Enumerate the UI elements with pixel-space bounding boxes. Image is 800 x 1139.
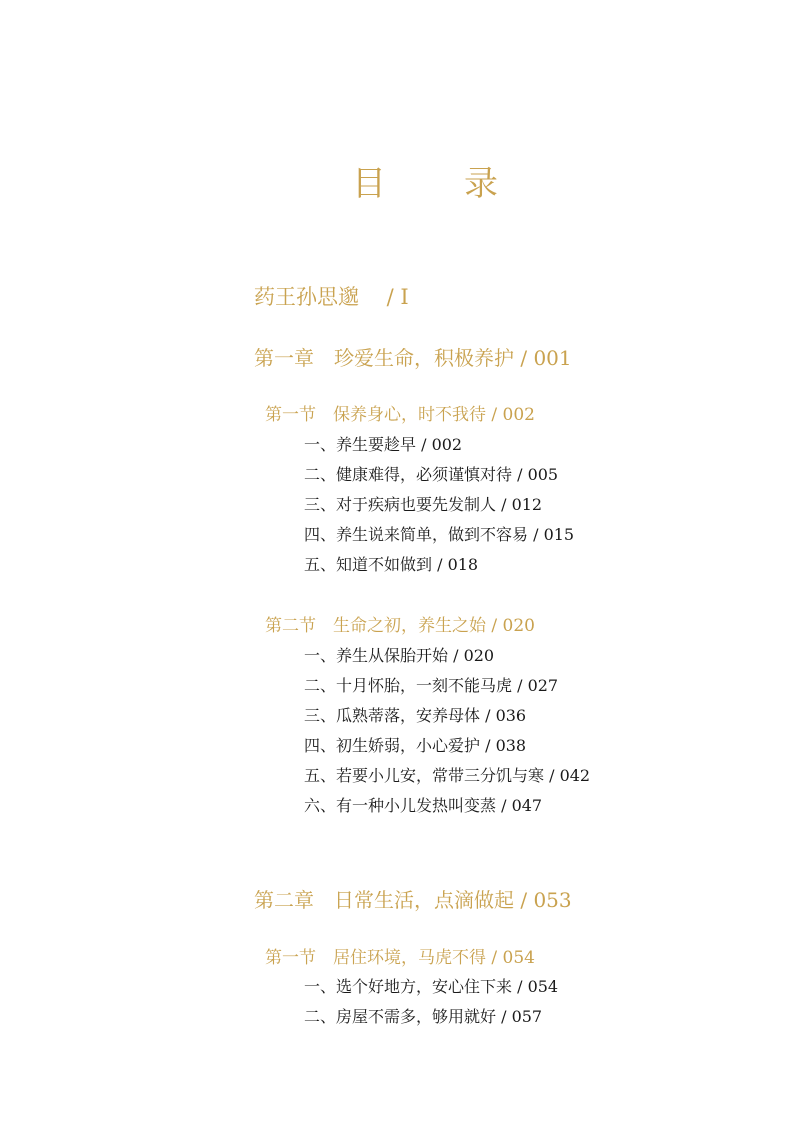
toc-chapter-2[interactable]: 第二章 日常生活，点滴做起 / 053: [254, 888, 572, 912]
toc-item[interactable]: 一、选个好地方，安心住下来 / 054: [304, 977, 559, 996]
toc-item[interactable]: 二、房屋不需多，够用就好 / 057: [304, 1007, 543, 1026]
toc-item[interactable]: 一、养生从保胎开始 / 020: [304, 646, 495, 665]
toc-item[interactable]: 六、有一种小儿发热叫变蒸 / 047: [304, 796, 543, 815]
toc-section-1-1[interactable]: 第一节 保养身心，时不我待 / 002: [265, 405, 535, 425]
toc-chapter-1[interactable]: 第一章 珍爱生命，积极养护 / 001: [254, 346, 572, 370]
toc-item[interactable]: 二、十月怀胎，一刻不能马虎 / 027: [304, 676, 559, 695]
toc-item[interactable]: 三、对于疾病也要先发制人 / 012: [304, 495, 543, 514]
toc-entry-intro[interactable]: 药王孙思邈 / I: [254, 285, 409, 309]
toc-section-1-2[interactable]: 第二节 生命之初，养生之始 / 020: [265, 616, 535, 636]
toc-item[interactable]: 四、养生说来简单，做到不容易 / 015: [304, 525, 575, 544]
toc-item[interactable]: 四、初生娇弱，小心爱护 / 038: [304, 736, 527, 755]
toc-item[interactable]: 五、知道不如做到 / 018: [304, 555, 479, 574]
toc-item[interactable]: 三、瓜熟蒂落，安养母体 / 036: [304, 706, 527, 725]
toc-item[interactable]: 五、若要小儿安，常带三分饥与寒 / 042: [304, 766, 591, 785]
toc-item[interactable]: 一、养生要趁早 / 002: [304, 435, 463, 454]
toc-item[interactable]: 二、健康难得，必须谨慎对待 / 005: [304, 465, 559, 484]
toc-title: 目 录: [352, 164, 520, 204]
toc-section-2-1[interactable]: 第一节 居住环境，马虎不得 / 054: [265, 948, 535, 968]
